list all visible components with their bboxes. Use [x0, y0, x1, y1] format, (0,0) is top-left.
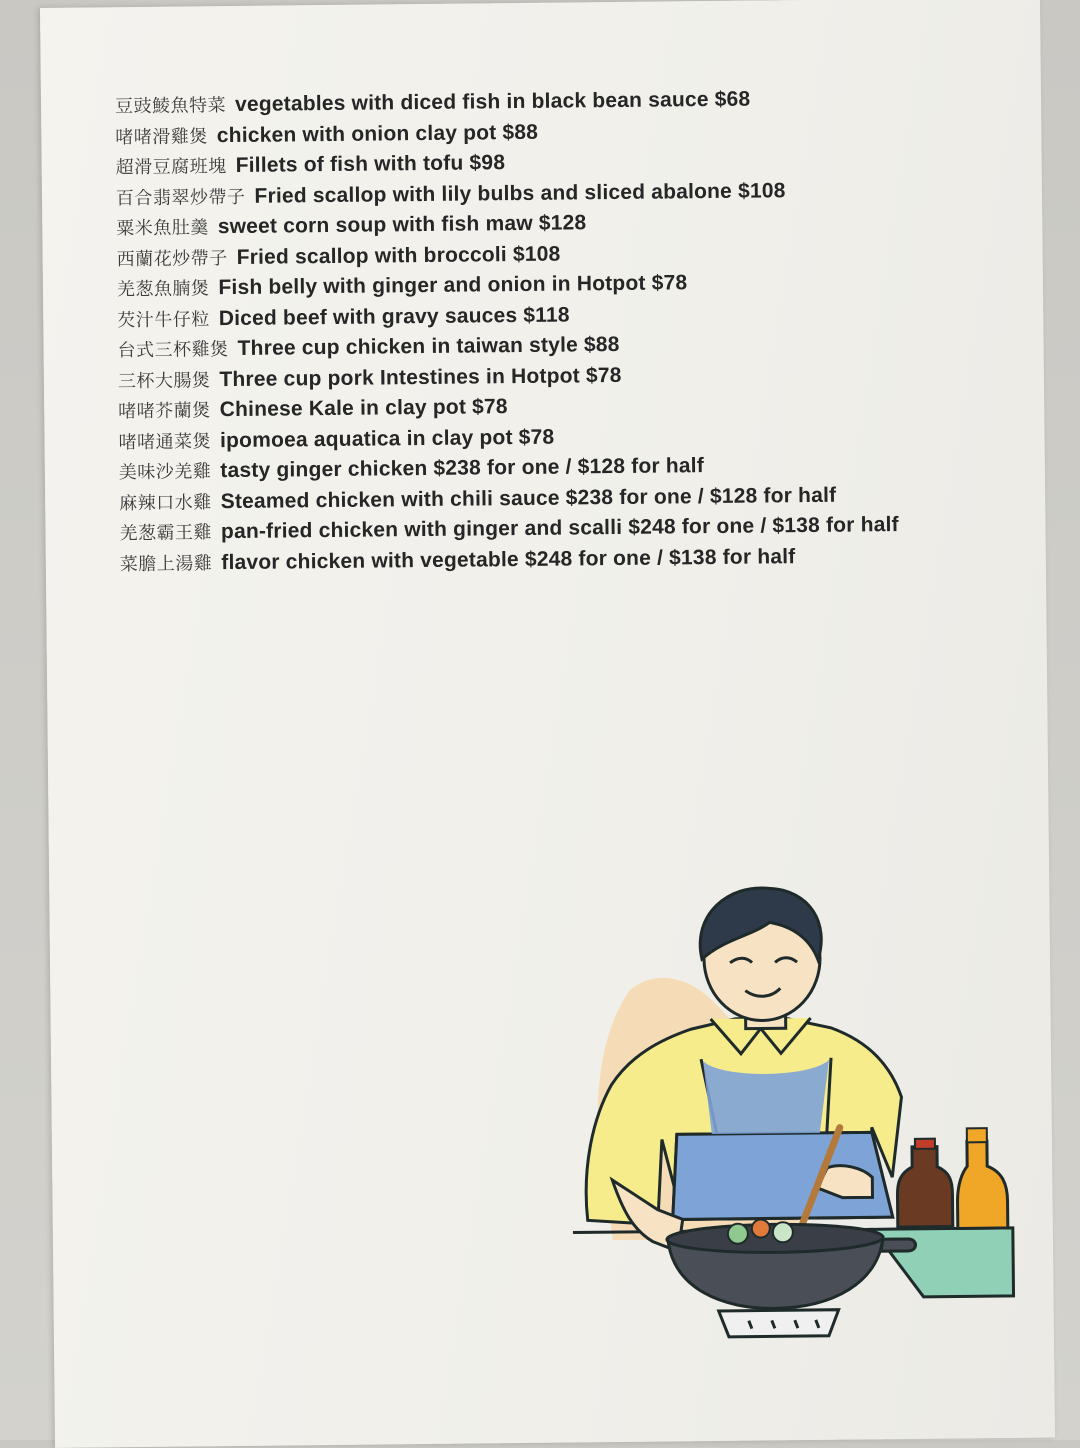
menu-item-chinese-name: 羌葱霸王雞 — [119, 522, 213, 545]
menu-item-english-description: chicken with onion clay pot $88 — [216, 120, 539, 147]
menu-item-english-description: flavor chicken with vegetable $248 for one / $138 for half — [221, 544, 796, 574]
menu-item-english-description: Fried scallop with lily bulbs and sliced abalone $108 — [254, 178, 786, 208]
menu-item-chinese-name: 粟米魚肚羹 — [116, 217, 209, 240]
menu-item-chinese-name: 超滑豆腐班塊 — [115, 156, 227, 179]
soy-sauce-bottle — [897, 1147, 953, 1228]
menu-item-english-description: Chinese Kale in clay pot $78 — [219, 395, 508, 422]
menu-item-chinese-name: 台式三杯雞煲 — [117, 339, 229, 362]
menu-item-chinese-name: 菜膽上湯雞 — [119, 552, 213, 575]
menu-item-english-description: Fish belly with ginger and onion in Hotpot $78 — [218, 271, 688, 300]
oil-bottle — [957, 1141, 1008, 1229]
menu-item-english-description: pan-fried chicken with ginger and scalli $248 for one / $138 for half — [220, 513, 899, 544]
menu-item-chinese-name: 芡汁牛仔粒 — [117, 308, 210, 331]
menu-page — [40, 0, 1055, 1448]
menu-item-english-description: vegetables with diced fish in black bean sauce $68 — [234, 87, 751, 116]
menu-item-chinese-name: 三杯大腸煲 — [117, 369, 211, 392]
stove-burner — [719, 1310, 839, 1337]
menu-item-chinese-name: 美味沙羌雞 — [118, 461, 212, 484]
menu-item-chinese-name: 啫啫芥蘭煲 — [118, 400, 211, 423]
menu-item-english-description: Three cup chicken in taiwan style $88 — [237, 332, 620, 360]
menu-item-chinese-name: 西蘭花炒帶子 — [116, 247, 228, 270]
menu-item-english-description: sweet corn soup with fish maw $128 — [217, 211, 587, 239]
menu-item-chinese-name: 豆豉鯪魚特菜 — [114, 95, 227, 118]
menu-item-chinese-name: 啫啫滑雞煲 — [115, 125, 208, 148]
menu-item-chinese-name: 百合翡翠炒帶子 — [115, 186, 246, 209]
menu-item-english-description: Three cup pork Intestines in Hotpot $78 — [219, 363, 622, 391]
menu-item-english-description: Fried scallop with broccoli $108 — [236, 242, 561, 269]
menu-item-english-description: Steamed chicken with chili sauce $238 for one / $128 for half — [220, 483, 837, 513]
menu-item-chinese-name: 麻辣口水雞 — [119, 491, 212, 514]
menu-item-chinese-name: 羌葱魚腩煲 — [116, 278, 210, 301]
menu-item-english-description: Diced beef with gravy sauces $118 — [218, 302, 570, 330]
menu-item-english-description: Fillets of fish with tofu $98 — [235, 151, 506, 177]
menu-item-english-description: tasty ginger chicken $238 for one / $128 for half — [220, 454, 705, 483]
menu-list — [115, 83, 950, 580]
menu-item-english-description: ipomoea aquatica in clay pot $78 — [219, 425, 555, 452]
menu-item-chinese-name: 啫啫通菜煲 — [118, 430, 212, 453]
chef-cooking-wok-icon — [569, 876, 1034, 1341]
